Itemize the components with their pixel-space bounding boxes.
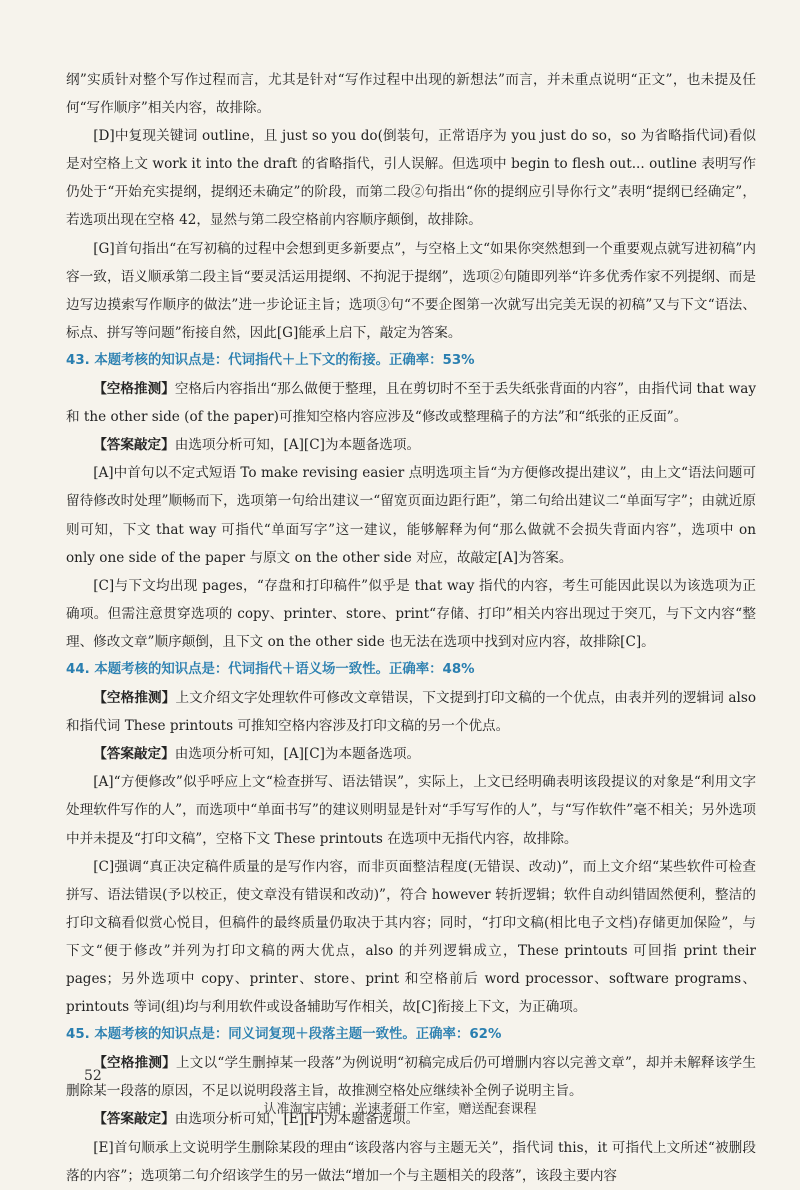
paragraph-text: 空格后内容指出“那么做便于整理，且在剪切时不至于丢失纸张背面的内容”，由指代词 that way 和 the other side (of the paper)可推知空格内容应涉及“修改或整理稿子的方法”和“纸张的正反面”。 bbox=[66, 381, 757, 426]
body-paragraph: [C]与下文均出现 pages，“存盘和打印稿件”似乎是 that way 指代的内容，考生可能因此误以为该选项为正确项。但需注意贯穿选项的 copy、printer、store、print“存储、打印”相关内容出现过于突兀，与下文内容“整理、修改文章”顺序颠倒，且下文 on the other side 也无法在选项中找到对应内容，故排除[C]。 bbox=[66, 577, 756, 650]
paragraph-text: 上文介绍文字处理软件可修改文章错误，下文提到打印文稿的一个优点，由表并列的逻辑词 also 和指代词 These printouts 可推知空格内容涉及打印文稿的另一个优点。 bbox=[66, 690, 757, 735]
section-tag: 【空格推测】 bbox=[93, 381, 175, 398]
question-heading: 44. 本题考核的知识点是：代词指代＋语义场一致性。正确率：48% bbox=[66, 661, 475, 677]
body-paragraph: 纲”实质针对整个写作过程而言，尤其是针对“写作过程中出现的新想法”而言，并未重点说明“正文”，也未提及任何“写作顺序”相关内容，故排除。 bbox=[66, 72, 756, 117]
paragraph-text: 由选项分析可知，[A][C]为本题备选项。 bbox=[174, 437, 421, 454]
section-tag: 【空格推测】 bbox=[93, 1055, 176, 1072]
question-heading: 45. 本题考核的知识点是：同义词复现＋段落主题一致性。正确率：62% bbox=[66, 1027, 502, 1043]
section-tag: 【答案敲定】 bbox=[93, 746, 175, 763]
footer-note: 认准淘宝店铺：光速考研工作室，赠送配套课程 bbox=[263, 1102, 537, 1117]
body-paragraph: [E]首句顺承上文说明学生删除某段的理由“该段落内容与主题无关”，指代词 this，it 可指代上文所述“被删段落的内容”；选项第二句介绍该学生的另一做法“增加一个与主题相关的段落”，该段主要内容 bbox=[66, 1139, 756, 1184]
body-paragraph: [A]“方便修改”似乎呼应上文“检查拼写、语法错误”，实际上，上文已经明确表明该段提议的对象是“利用文字处理软件写作的人”，而选项中“单面书写”的建议则明显是针对“手写写作的人”，与“写作软件”毫不相关；另外选项中并未提及“打印文稿”，空格下文 These printouts 在选项中无指代内容，故排除。 bbox=[66, 774, 756, 847]
analysis-paragraph bbox=[66, 431, 756, 459]
body-paragraph: [C]强调“真正决定稿件质量的是写作内容，而非页面整洁程度(无错误、改动)”，而上文介绍“某些软件可检查拼写、语法错误(予以校正，使文章没有错误和改动)”，符合 however 转折逻辑；软件自动纠错固然便利，整洁的打印文稿看似赏心悦目，但稿件的最终质量仍取决于其内容；同时，“打印文稿(相比电子文档)存储更加保险”，与下文“便于修改”并列为打印文稿的两大优点，also 的并列逻辑成立，These printouts 可回指 print their pages；另外选项中 copy、printer、store、print 和空格前后 word processor、software programs、printouts 等词(组)均与利用软件或设备辅助写作相关，故[C]衔接上下文，为正确项。 bbox=[66, 858, 756, 1016]
section-tag: 【答案敲定】 bbox=[93, 437, 175, 454]
page-number: 52 bbox=[84, 1068, 102, 1084]
analysis-paragraph bbox=[66, 740, 756, 768]
analysis-paragraph bbox=[66, 684, 756, 740]
section-tag: 【空格推测】 bbox=[93, 690, 176, 707]
paragraph-text: 由选项分析可知，[A][C]为本题备选项。 bbox=[174, 746, 421, 763]
body-paragraph: [D]中复现关键词 outline，且 just so you do(倒装句，正常语序为 you just do so，so 为省略指代词)看似是对空格上文 work it into the draft 的省略指代，引人误解。但选项中 begin to flesh out... outline 表明写作仍处于“开始充实提纲，提纲还未确定”的阶段，而第二段②句指出“你的提纲应引导你行文”表明“提纲已经确定”，若选项出现在空格 42，显然与第二段空格前内容顺序颠倒，故排除。 bbox=[66, 128, 756, 229]
paragraph-text: 由选项分析可知，[E][F]为本题备选项。 bbox=[174, 1111, 420, 1128]
analysis-paragraph bbox=[66, 375, 756, 431]
question-heading: 43. 本题考核的知识点是：代词指代＋上下文的衔接。正确率：53% bbox=[66, 352, 475, 368]
main-content bbox=[66, 66, 756, 1190]
body-paragraph: [A]中首句以不定式短语 To make revising easier 点明选项主旨“为方便修改提出建议”，由上文“语法问题可留待修改时处理”顺畅而下，选项第一句给出建议一“留宽页面边距行距”，第二句给出建议二“单面写字”；由就近原则可知，下文 that way 可指代“单面写字”这一建议，能够解释为何“那么做就不会损失背面内容”，选项中 on only one side of the paper 与原文 on the other side 对应，故敲定[A]为答案。 bbox=[66, 465, 756, 566]
paragraph-text: 上文以“学生删掉某一段落”为例说明“初稿完成后仍可增删内容以完善文章”，却并未解释该学生删除某一段落的原因，不足以说明段落主旨，故推测空格处应继续补全例子说明主旨。 bbox=[66, 1055, 757, 1100]
body-paragraph: [G]首句指出“在写初稿的过程中会想到更多新要点”，与空格上文“如果你突然想到一个重要观点就写进初稿”内容一致，语义顺承第二段主旨“要灵活运用提纲、不拘泥于提纲”，选项②句随即列举“许多优秀作家不列提纲、而是边写边摸索写作顺序的做法”进一步论证主旨；选项③句“不要企图第一次就写出完美无误的初稿”又与下文“语法、标点、拼写等问题”衔接自然，因此[G]能承上启下，敲定为答案。 bbox=[66, 240, 756, 341]
section-tag: 【答案敲定】 bbox=[93, 1111, 175, 1128]
